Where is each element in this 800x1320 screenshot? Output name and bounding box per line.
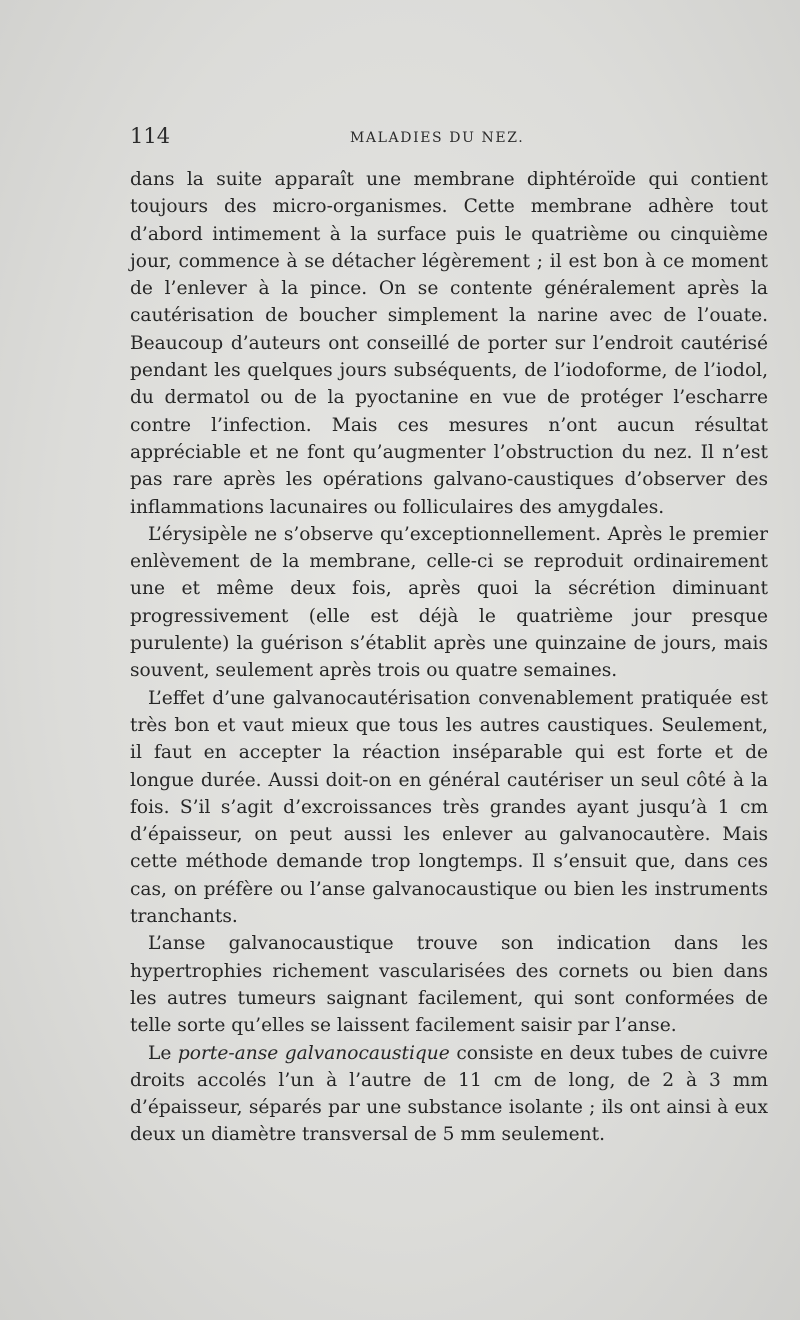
paragraph-4: L’anse galvanocaustique trouve son indication dans les hypertrophies richement vascularisées des cornets ou bien dans les autres tumeurs saignant facilement, qui sont conformées de telle sorte qu’elles se laissent facilement saisir par l’anse.	[130, 933, 768, 1037]
paragraph-3: L’effet d’une galvanocautérisation convenablement pratiquée est très bon et vaut mieux que tous les autres caustiques. Seulement, il faut en accepter la réaction inséparable qui est forte et de longue durée. Aussi doit-on en général cautériser un seul côté à la fois. S’il s’agit d’excroissances très grandes ayant jusqu’à 1 cm d’épaisseur, on peut aussi les enlever au galvanocautère. Mais cette méthode demande trop longtemps. Il s’ensuit que, dans ces cas, on préfère ou l’anse galvanocaustique ou bien les instruments tranchants.	[130, 687, 768, 928]
paragraph-5	[130, 1040, 768, 1149]
paragraph-2: L’érysipèle ne s’observe qu’exceptionnellement. Après le premier enlèvement de la membrane, celle-ci se reproduit ordinairement une et même deux fois, après quoi la sécrétion diminuant progressivement (elle est déjà le quatrième jour presque purulente) la guérison s’établit après une quinzaine de jours, mais souvent, seulement après trois ou quatre semaines.	[130, 523, 768, 682]
paragraph-5-lead: Le	[148, 1042, 178, 1064]
running-title: MALADIES DU NEZ.	[350, 130, 525, 146]
paragraph-5-rest: consiste en deux tubes de cuivre droits accolés l’un à l’autre de 11 cm de long, de 2 à 3 mm d’épaisseur, séparés par une substance isolante ; ils ont ainsi à eux deux un diamètre transversal de 5 mm seulement.	[130, 1042, 768, 1146]
italic-term: porte-anse galvanocaustique	[177, 1042, 450, 1064]
paragraph-1: dans la suite apparaît une membrane diphtéroïde qui contient toujours des micro-organismes. Cette membrane adhère tout d’abord intimement à la surface puis le quatrième ou cinquième jour, commence à se détacher légèrement ; il est bon à ce moment de l’enlever à la pince. On se contente généralement après la cautérisation de boucher simplement la narine avec de l’ouate. Beaucoup d’auteurs ont conseillé de porter sur l’endroit cautérisé pendant les quelques jours subséquents, de l’iodoforme, de l’iodol, du dermatol ou de la pyoctanine en vue de protéger l’escharre contre l’infection. Mais ces mesures n’ont aucun résultat appréciable et ne font qu’augmenter l’obstruction du nez. Il n’est pas rare après les opérations galvano-caustiques d’observer des inflammations lacunaires ou folliculaires des amygdales.	[130, 169, 768, 518]
body-text	[130, 166, 768, 1149]
page-header	[130, 124, 770, 154]
page-number: 114	[130, 124, 171, 148]
